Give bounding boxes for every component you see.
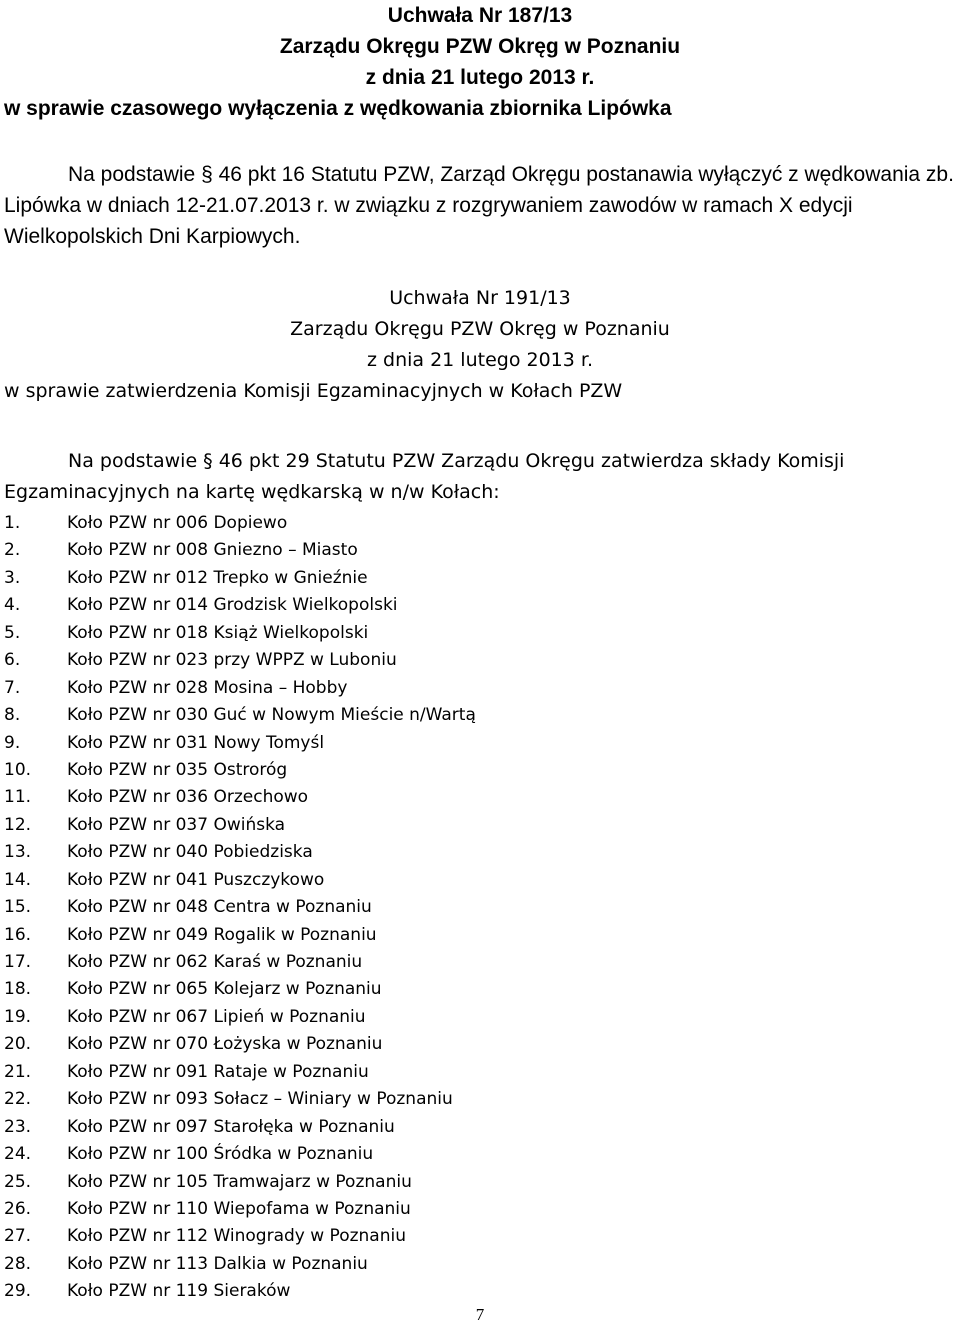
- list-item-number: 5.: [4, 622, 21, 643]
- list-item-number: 15.: [4, 897, 32, 918]
- list-item-text: Koło PZW nr 023 przy WPPZ w Luboniu: [67, 650, 397, 671]
- resolution-board: Zarządu Okręgu PZW Okręg w Poznaniu: [279, 35, 681, 58]
- list-item: [4, 812, 904, 839]
- list-item-number: 28.: [4, 1253, 32, 1274]
- club-list: [4, 510, 904, 1306]
- resolution-191-body: [4, 446, 956, 508]
- list-item-number: 14.: [4, 869, 32, 890]
- list-item-number: 16.: [4, 924, 32, 945]
- list-item: [4, 867, 904, 894]
- list-item-number: 22.: [4, 1089, 32, 1110]
- resolution-187-body: [4, 159, 956, 252]
- list-item-text: Koło PZW nr 048 Centra w Poznaniu: [67, 897, 372, 918]
- list-item: [4, 647, 904, 674]
- list-item: [4, 620, 904, 647]
- list-item: [4, 675, 904, 702]
- list-item-number: 8.: [4, 705, 21, 726]
- list-item: [4, 1059, 904, 1086]
- list-item-text: Koło PZW nr 028 Mosina – Hobby: [67, 677, 348, 698]
- resolution-body-text: Na podstawie § 46 pkt 29 Statutu PZW Zarządu Okręgu zatwierdza składy Komisji Egzaminacyjnych na kartę wędkarską w n/w Kołach:: [4, 450, 845, 503]
- list-item-number: 20.: [4, 1034, 32, 1055]
- list-item: [4, 1031, 904, 1058]
- list-item-number: 29.: [4, 1281, 32, 1302]
- list-item-number: 25.: [4, 1171, 32, 1192]
- list-item: [4, 1196, 904, 1223]
- list-item-text: Koło PZW nr 031 Nowy Tomyśl: [67, 732, 325, 753]
- resolution-subject: w sprawie zatwierdzenia Komisji Egzaminacyjnych w Kołach PZW: [4, 380, 623, 402]
- resolution-191-header: [0, 283, 960, 407]
- resolution-number: Uchwała Nr 191/13: [389, 287, 571, 309]
- list-item-text: Koło PZW nr 036 Orzechowo: [67, 787, 309, 808]
- list-item-number: 18.: [4, 979, 32, 1000]
- list-item: [4, 1141, 904, 1168]
- list-item-text: Koło PZW nr 008 Gniezno – Miasto: [67, 540, 358, 561]
- list-item-number: 1.: [4, 513, 21, 533]
- list-item-number: 11.: [4, 787, 32, 808]
- list-item-number: 23.: [4, 1116, 32, 1137]
- list-item-number: 19.: [4, 1006, 32, 1027]
- list-item-text: Koło PZW nr 062 Karaś w Poznaniu: [67, 952, 363, 972]
- list-item: [4, 949, 904, 976]
- list-item-text: Koło PZW nr 018 Książ Wielkopolski: [67, 622, 369, 643]
- list-item-number: 3.: [4, 567, 21, 588]
- list-item-text: Koło PZW nr 012 Trepko w Gnieźnie: [67, 567, 368, 588]
- list-item: [4, 784, 904, 811]
- list-item-text: Koło PZW nr 065 Kolejarz w Poznaniu: [67, 979, 382, 1000]
- list-item: [4, 1004, 904, 1031]
- list-item: [4, 1169, 904, 1196]
- list-item: [4, 1278, 904, 1305]
- list-item: [4, 730, 904, 757]
- list-item-text: Koło PZW nr 112 Winogrady w Poznaniu: [67, 1226, 406, 1247]
- list-item-text: Koło PZW nr 006 Dopiewo: [67, 513, 288, 533]
- list-item-text: Koło PZW nr 067 Lipień w Poznaniu: [67, 1006, 366, 1027]
- list-item-number: 10.: [4, 759, 32, 780]
- list-item-number: 6.: [4, 650, 21, 671]
- list-item: [4, 976, 904, 1003]
- list-item: [4, 537, 904, 564]
- list-item-text: Koło PZW nr 100 Śródka w Poznaniu: [67, 1144, 374, 1165]
- page-number: 7: [475, 1305, 485, 1324]
- list-item-text: Koło PZW nr 014 Grodzisk Wielkopolski: [67, 595, 398, 616]
- list-item: [4, 592, 904, 619]
- resolution-date: z dnia 21 lutego 2013 r.: [367, 349, 593, 371]
- resolution-subject: w sprawie czasowego wyłączenia z wędkowania zbiornika Lipówka: [4, 97, 672, 120]
- list-item-text: Koło PZW nr 037 Owińska: [67, 814, 286, 835]
- list-item-text: Koło PZW nr 041 Puszczykowo: [67, 869, 325, 890]
- list-item: [4, 1251, 904, 1278]
- list-item-text: Koło PZW nr 110 Wiepofama w Poznaniu: [67, 1198, 411, 1219]
- list-item-number: 24.: [4, 1144, 32, 1165]
- list-item: [4, 510, 904, 537]
- list-item-text: Koło PZW nr 049 Rogalik w Poznaniu: [67, 924, 377, 945]
- list-item: [4, 565, 904, 592]
- list-item: [4, 702, 904, 729]
- list-item-text: Koło PZW nr 030 Guć w Nowym Mieście n/Wartą: [67, 705, 476, 726]
- list-item-text: Koło PZW nr 070 Łożyska w Poznaniu: [67, 1034, 383, 1055]
- list-item: [4, 839, 904, 866]
- list-item-number: 9.: [4, 732, 21, 753]
- list-item: [4, 922, 904, 949]
- list-item-number: 2.: [4, 540, 21, 561]
- resolution-187-header: [0, 0, 960, 124]
- list-item-text: Koło PZW nr 091 Rataje w Poznaniu: [67, 1061, 369, 1082]
- list-item-text: Koło PZW nr 040 Pobiedziska: [67, 842, 313, 863]
- list-item: [4, 1086, 904, 1113]
- list-item-number: 27.: [4, 1226, 32, 1247]
- resolution-number: Uchwała Nr 187/13: [387, 4, 573, 27]
- resolution-date: z dnia 21 lutego 2013 r.: [365, 66, 595, 89]
- list-item-text: Koło PZW nr 105 Tramwajarz w Poznaniu: [67, 1171, 412, 1192]
- list-item-text: Koło PZW nr 093 Sołacz – Winiary w Poznaniu: [67, 1089, 453, 1110]
- list-item-text: Koło PZW nr 035 Ostroróg: [67, 759, 288, 780]
- list-item-number: 12.: [4, 814, 32, 835]
- list-item-number: 26.: [4, 1198, 32, 1219]
- list-item-number: 4.: [4, 595, 21, 616]
- list-item-number: 7.: [4, 677, 21, 698]
- resolution-body-text: Na podstawie § 46 pkt 16 Statutu PZW, Zarząd Okręgu postanawia wyłączyć z wędkowania zb. Lipówka w dniach 12-21.07.2013 r. w związku z rozgrywaniem zawodów w ramach X edycji Wielkopolskich Dni Karpiowych.: [4, 163, 954, 248]
- list-item: [4, 894, 904, 921]
- list-item-text: Koło PZW nr 113 Dalkia w Poznaniu: [67, 1253, 368, 1274]
- resolution-board: Zarządu Okręgu PZW Okręg w Poznaniu: [290, 318, 670, 340]
- list-item-number: 13.: [4, 842, 32, 863]
- list-item-number: 17.: [4, 952, 32, 972]
- list-item: [4, 1223, 904, 1250]
- list-item: [4, 757, 904, 784]
- list-item-number: 21.: [4, 1061, 32, 1082]
- list-item: [4, 1114, 904, 1141]
- list-item-text: Koło PZW nr 097 Starołęka w Poznaniu: [67, 1116, 395, 1137]
- list-item-text: Koło PZW nr 119 Sieraków: [67, 1281, 291, 1302]
